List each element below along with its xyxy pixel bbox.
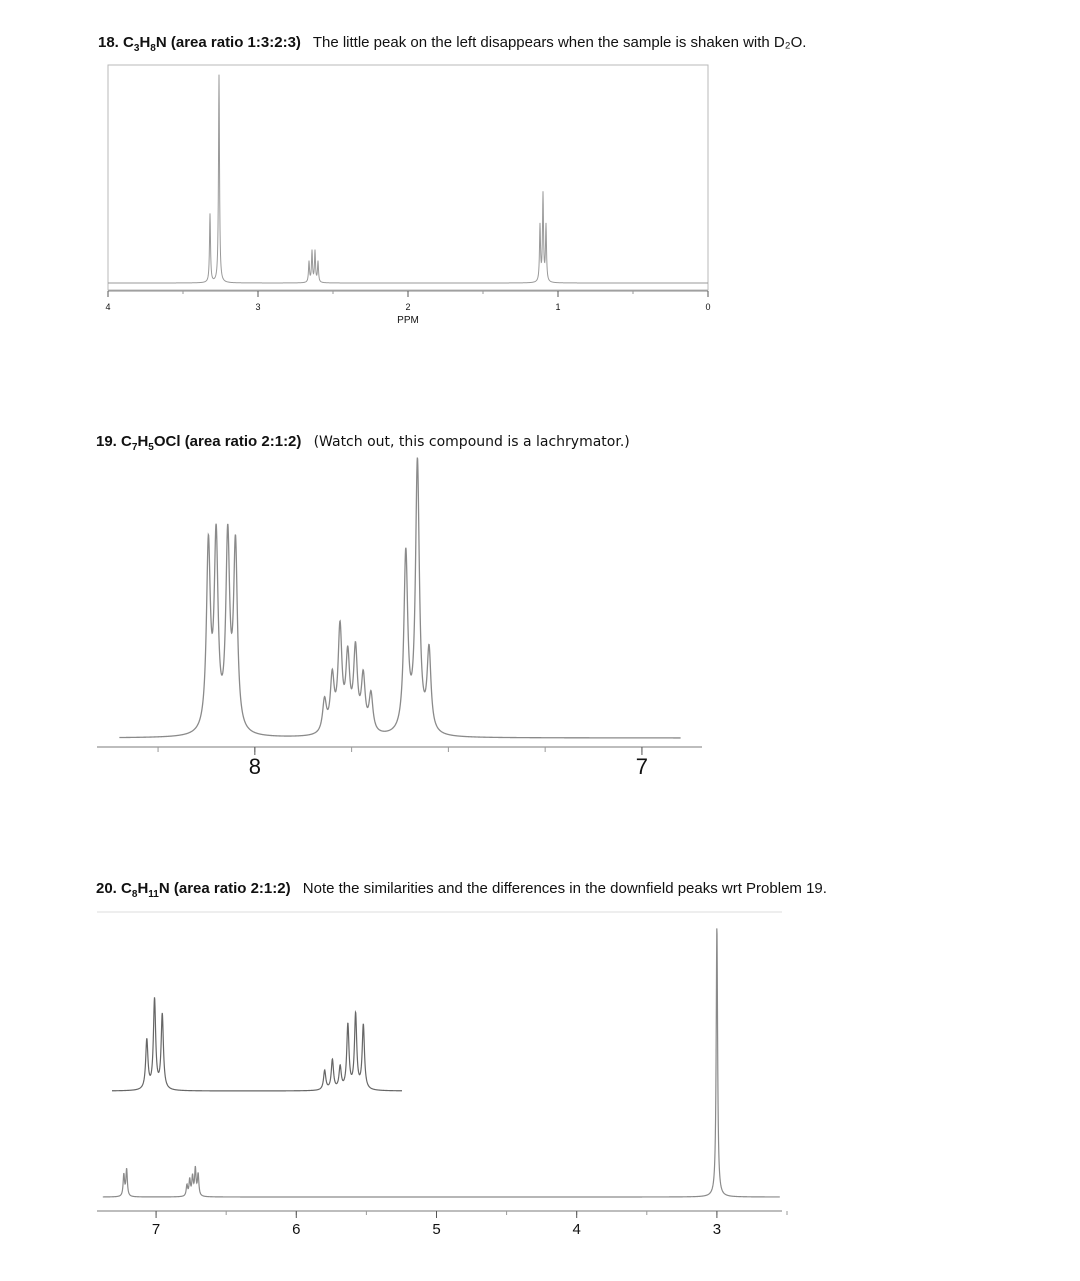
tick-label: 3: [712, 1221, 722, 1238]
area-ratio: (area ratio 2:1:2): [184, 433, 302, 450]
spectrum-frame: [108, 65, 708, 290]
molecular-formula: $C_8H_{11}N$: [121, 880, 170, 900]
area-ratio: (area ratio 1:3:2:3): [170, 34, 301, 51]
problem-note: Note the similarities and the differences in the downfield peaks wrt Problem 19.: [302, 880, 827, 897]
tick-label: 1: [555, 302, 561, 312]
inset-trace: [112, 997, 402, 1091]
problem-note: The little peak on the left disappears when the sample is shaken with D₂O.: [312, 34, 807, 51]
tick-label: 7: [635, 754, 649, 779]
problem-19-title: [96, 433, 630, 453]
molecular-formula: $C_3H_8N$: [123, 34, 167, 54]
tick-label: 4: [572, 1221, 581, 1238]
problem-number: 19.: [96, 433, 117, 450]
tick-label: 4: [105, 302, 111, 312]
problem-20-title: [96, 880, 827, 900]
spectrum-trace: [108, 75, 708, 283]
tick-label: 2: [405, 302, 411, 312]
tick-label: 6: [292, 1221, 301, 1238]
spectrum-trace: [103, 928, 780, 1197]
x-axis-label: PPM: [397, 315, 419, 326]
problem-number: 20.: [96, 880, 117, 897]
tick-label: 3: [255, 302, 261, 312]
area-ratio: (area ratio 2:1:2): [173, 880, 291, 897]
problem-number: 18.: [98, 34, 119, 51]
tick-label: 5: [432, 1221, 441, 1238]
problem-note: (Watch out, this compound is a lachrymator.): [313, 434, 630, 450]
spectrum-trace: [119, 458, 680, 738]
tick-label: 8: [248, 754, 261, 779]
molecular-formula: $C_7H_5OCl$: [121, 433, 181, 453]
tick-label: 0: [705, 302, 711, 312]
tick-label: 7: [151, 1221, 161, 1238]
problem-18-title: [98, 34, 806, 54]
